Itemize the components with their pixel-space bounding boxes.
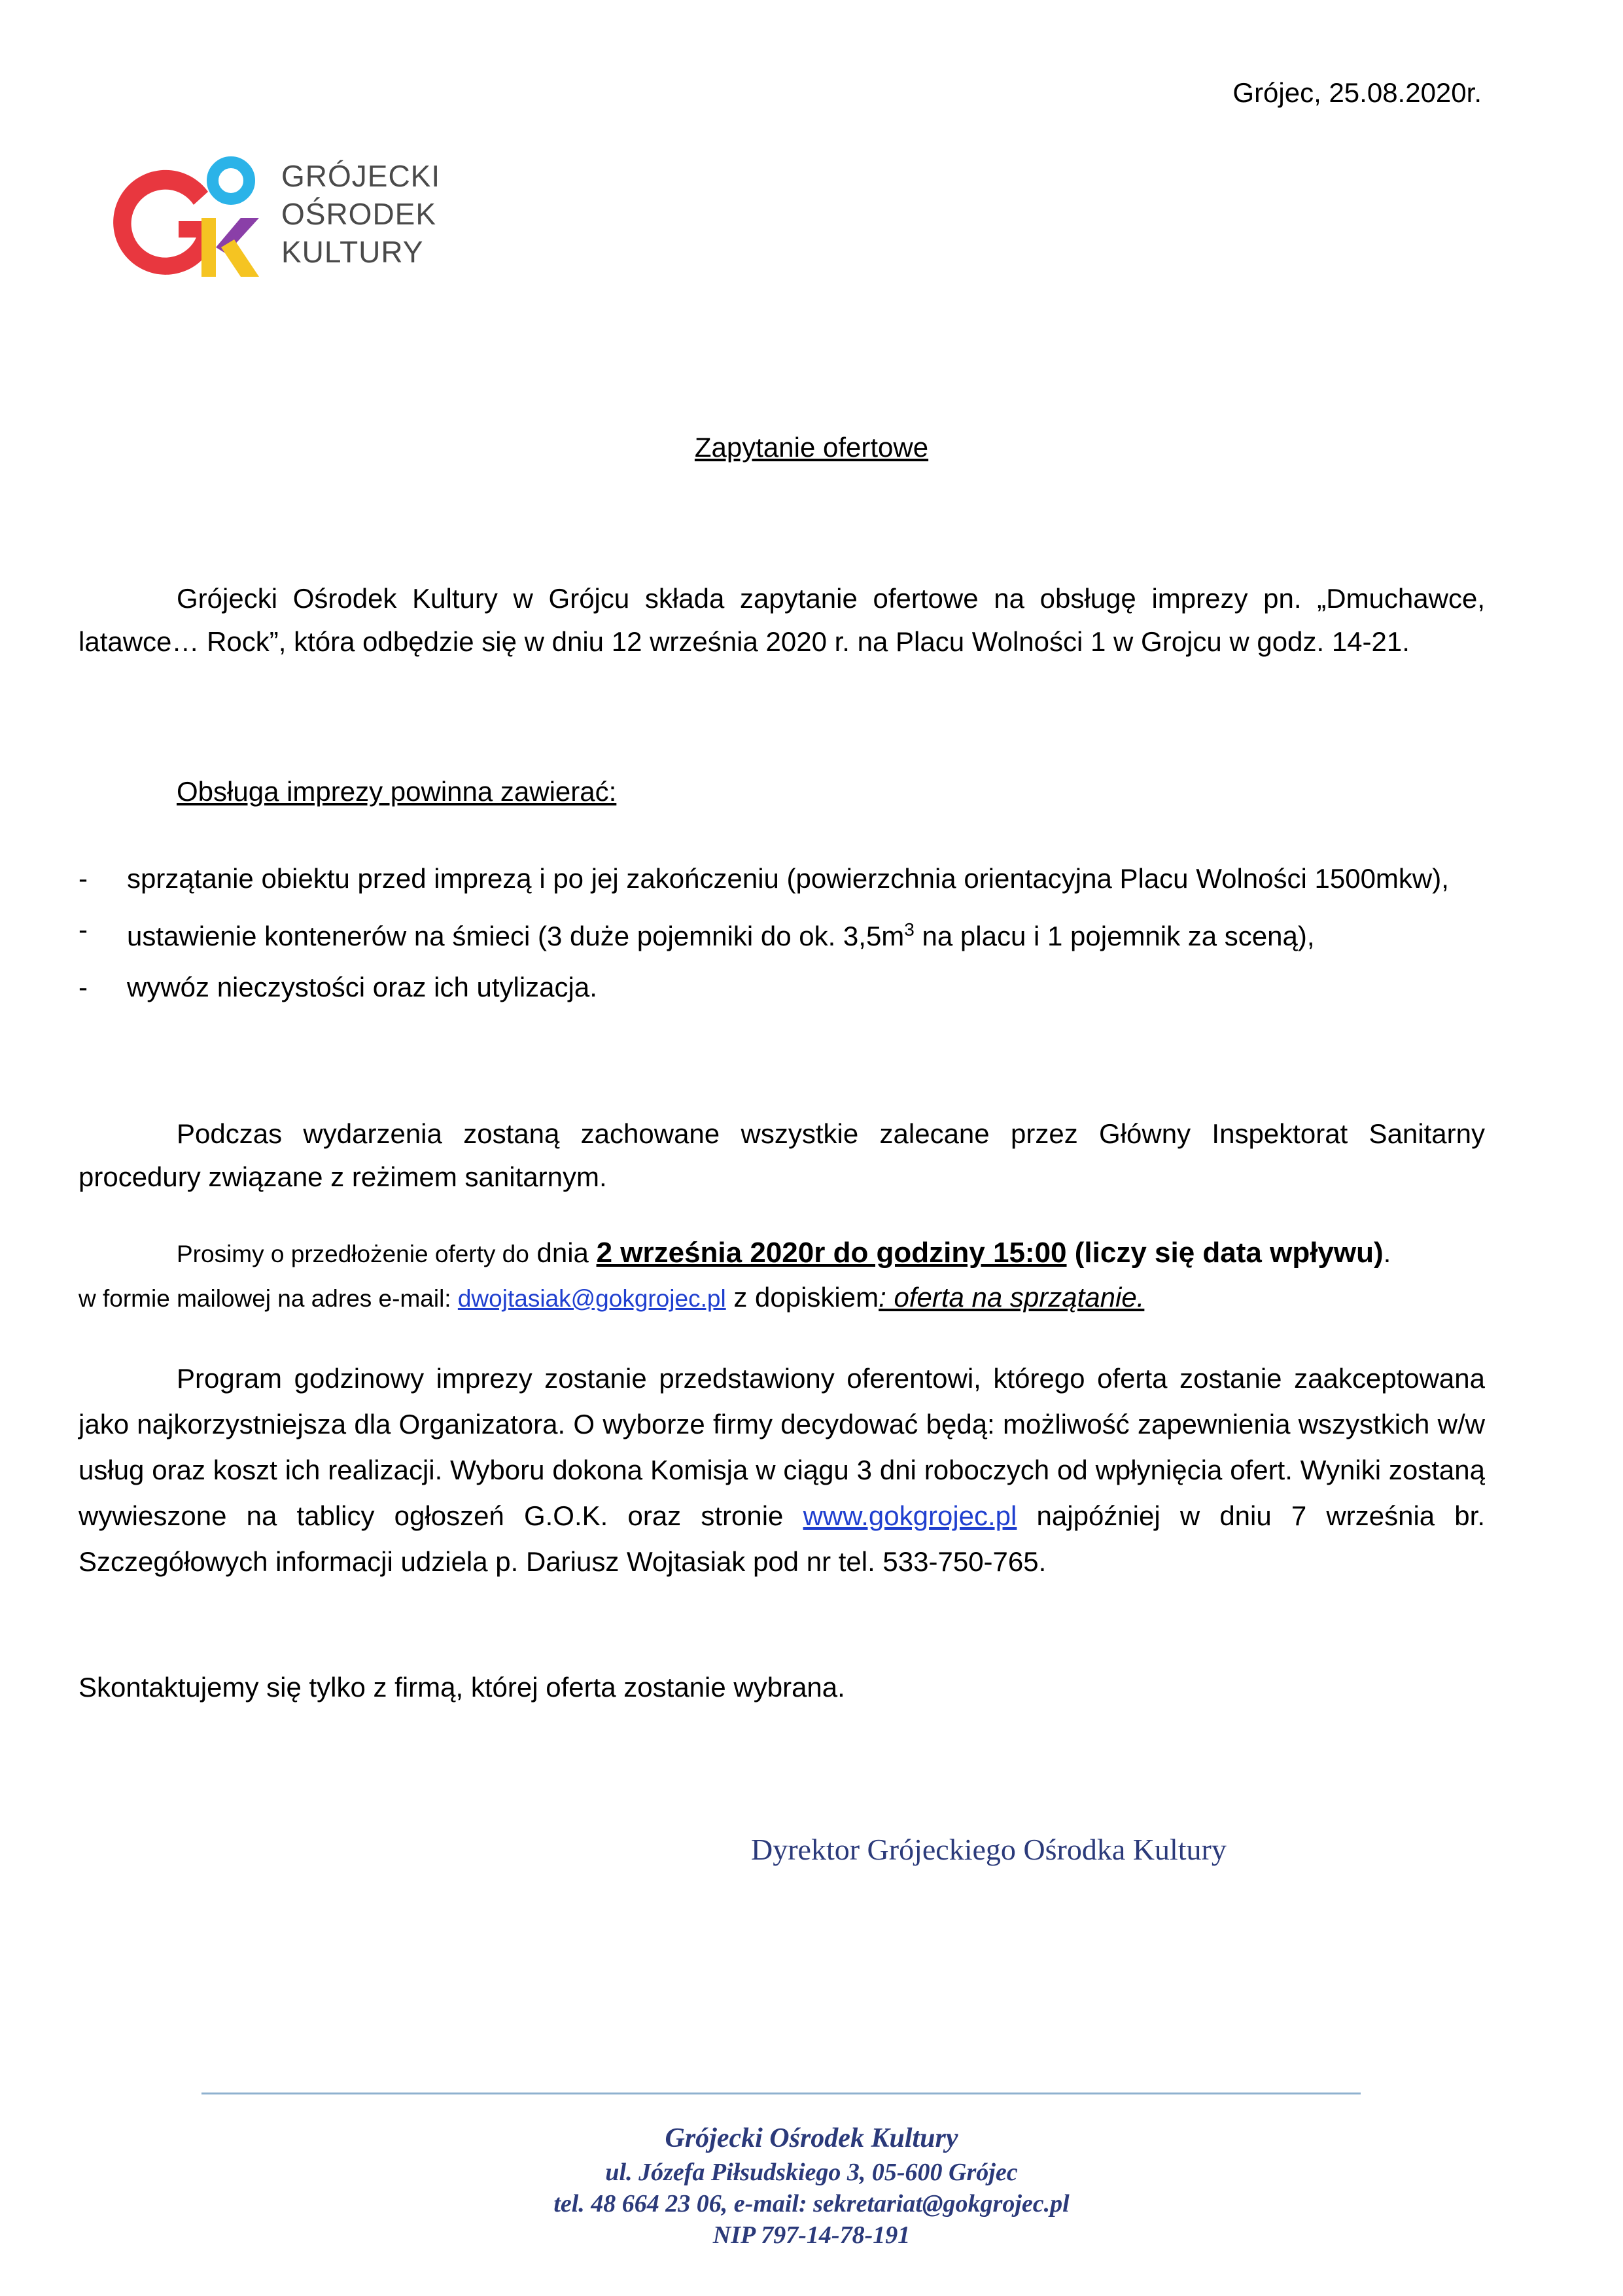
program-paragraph [79,1356,1485,1585]
deadline-line-1 [79,1231,1485,1276]
program-text-cont: najpóźniej w dniu 7 września br. Szczegółowych informacji udziela p. Dariusz Wojtasiak pod nr tel. 533-750-765. [79,1500,1485,1577]
deadline-date: 2 września 2020r do godziny 15:00 [596,1237,1067,1269]
footer-name: Grójecki Ośrodek Kultury [665,2123,958,2153]
list-item-text-cont: na placu i 1 pojemnik za sceną), [914,921,1315,951]
deadline-period: . [1383,1237,1391,1268]
logo-letter-k-stem [201,218,216,277]
bullet-dash: - [79,914,88,945]
footer-divider [201,2093,1361,2094]
website-link[interactable]: www.gokgrojec.pl [803,1500,1017,1531]
deadline-text: Prosimy o przedłożenie oferty do [177,1241,529,1267]
deadline-line-2 [79,1276,1485,1320]
list-item-text: wywóz nieczystości oraz ich utylizacja. [127,972,597,1002]
logo-wordmark [281,157,440,271]
logo-line-1: GRÓJECKI [281,159,441,193]
document-title: Zapytanie ofertowe [694,432,929,463]
logo-letter-g [113,170,215,275]
bullet-dash: - [79,863,88,894]
closing-paragraph: Skontaktujemy się tylko z firmą, której oferta zostanie wybrana. [79,1672,845,1703]
list-item-text: ustawienie kontenerów na śmieci (3 duże pojemniki do ok. 3,5m [127,921,905,951]
list-item [79,857,1485,900]
logo-line-3: KULTURY [281,235,424,269]
scope-heading: Obsługa imprezy powinna zawierać: [177,776,617,807]
footer-address: ul. Józefa Piłsudskiego 3, 05-600 Grójec [605,2159,1018,2186]
logo-line-2: OŚRODEK [281,197,437,231]
list-item-text: sprzątanie obiektu przed imprezą i po jej zakończeniu (powierzchnia orientacyjna Placu Wolności 1500mkw), [127,863,1449,894]
deadline-text-day: dnia [529,1237,597,1268]
superscript: 3 [904,919,915,940]
logo-letter-o [213,162,249,199]
list-item [79,908,1485,958]
logo-letter-k-arm-bottom [221,239,259,277]
footer-nip: NIP 797-14-78-191 [712,2221,911,2249]
letter-date: Grójec, 25.08.2020r. [1232,77,1482,108]
scope-list [79,857,1485,1017]
email-subject: : oferta na sprzątanie. [879,1282,1145,1313]
email-intro: w formie mailowej na adres e-mail: [79,1285,458,1312]
gok-logo [110,156,450,287]
footer-contact: tel. 48 664 23 06, e-mail: sekretariat@gokgrojec.pl [553,2190,1070,2217]
sanitary-paragraph: Podczas wydarzenia zostaną zachowane wszystkie zalecane przez Główny Inspektorat Sanitarny procedury związane z reżimem sanitarnym. [79,1118,1485,1192]
deadline-note: (liczy się data wpływu) [1066,1237,1384,1269]
deadline-paragraph [79,1231,1485,1320]
gok-logo-mark [110,156,273,287]
email-suffix: z dopiskiem [725,1282,879,1313]
signature: Dyrektor Grójeckiego Ośrodka Kultury [751,1833,1227,1866]
program-text: Program godzinowy imprezy zostanie przedstawiony oferentowi, którego oferta zostanie zaakceptowana jako najkorzystniejsza dla Organizatora. O wyborze firmy decydować będą: możliwość zapewnienia wszystkich w/w usług oraz koszt ich realizacji. Wyboru dokona Komisja w ciągu 3 dni roboczych od wpłynięcia ofert. Wyniki zostaną wywieszone na tablicy ogłoszeń G.O.K. oraz stronie [79,1363,1485,1531]
intro-paragraph: Grójecki Ośrodek Kultury w Grójcu składa zapytanie ofertowe na obsługę imprezy pn. „Dmuchawce, latawce… Rock”, która odbędzie się w dniu 12 września 2020 r. na Placu Wolności 1 w Grojcu w godz. 14-21. [79,583,1485,657]
footer [0,2120,1623,2251]
bullet-dash: - [79,972,88,1002]
email-link[interactable]: dwojtasiak@gokgrojec.pl [457,1285,726,1312]
list-item [79,966,1485,1009]
